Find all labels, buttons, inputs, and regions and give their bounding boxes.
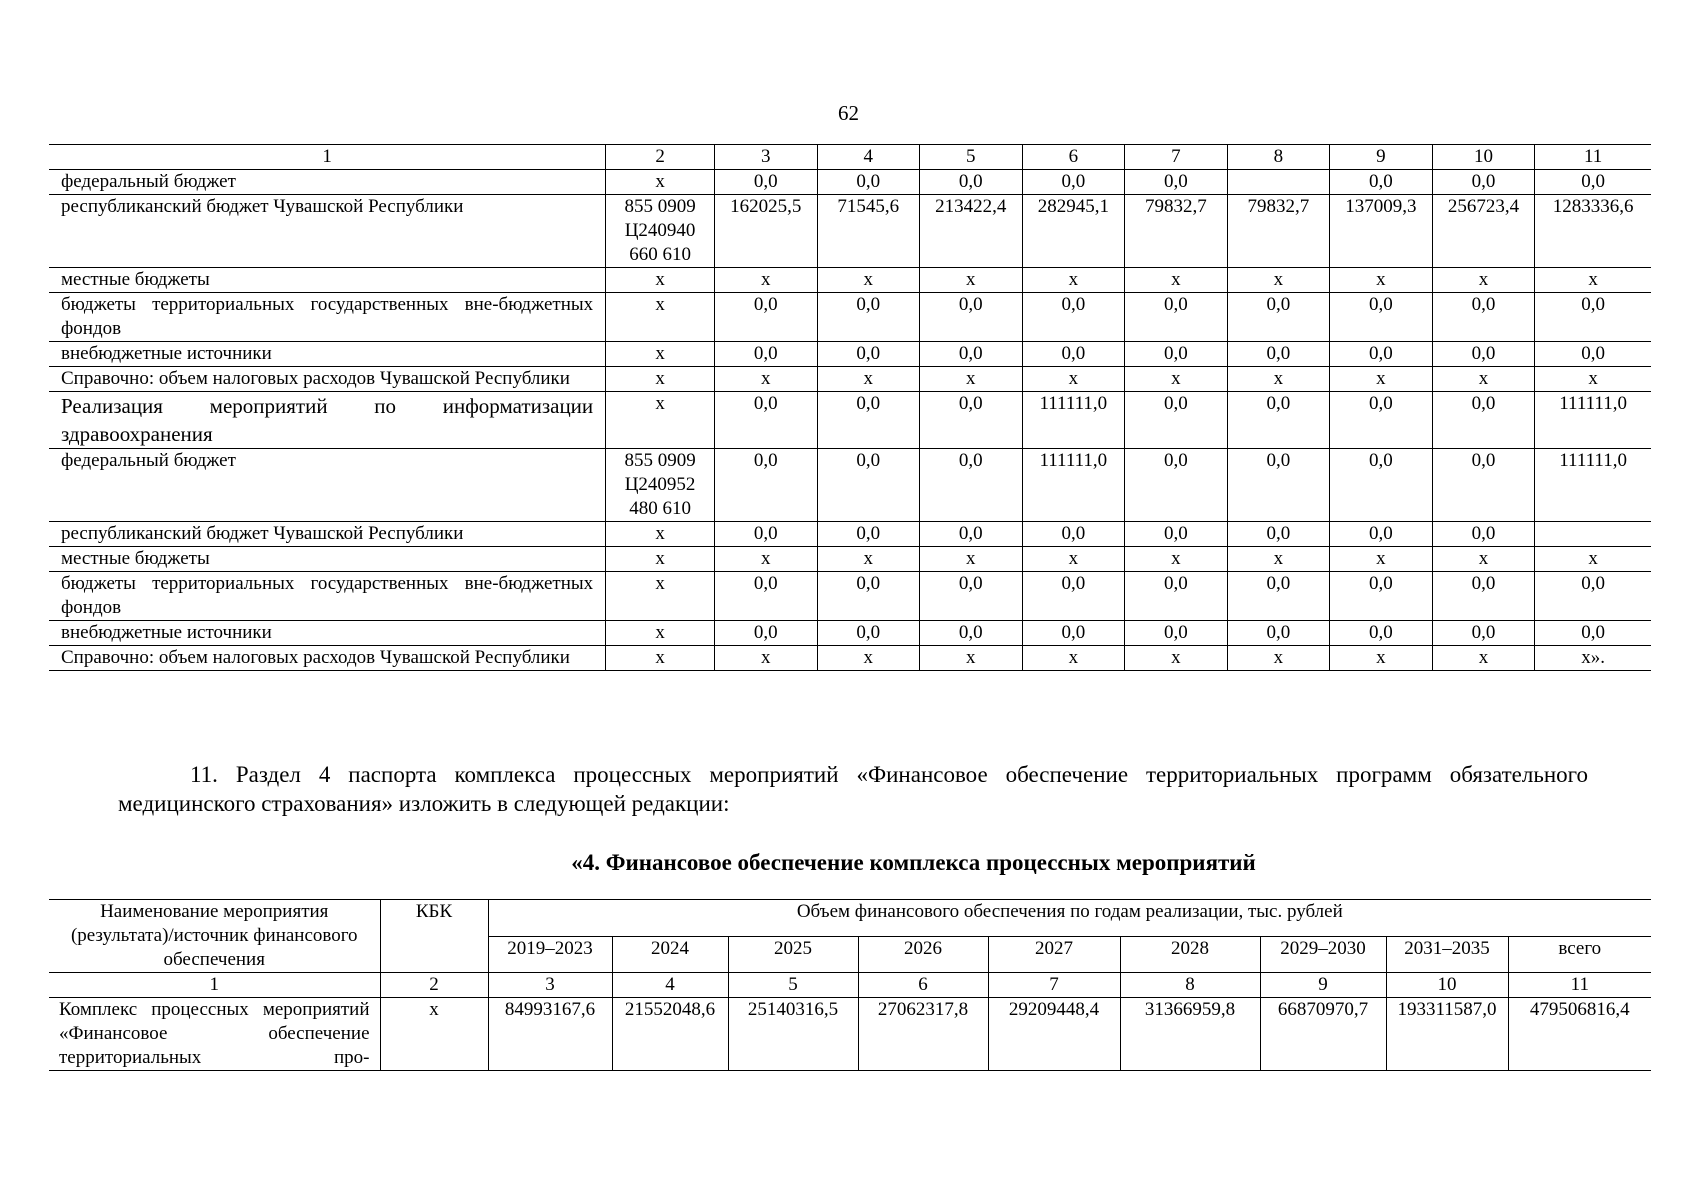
- value-cell: 0,0: [1227, 342, 1330, 367]
- value-cell: 79832,7: [1125, 195, 1228, 268]
- value-cell: х: [920, 646, 1023, 671]
- value-cell: 84993167,6: [488, 998, 612, 1071]
- value-cell: 66870970,7: [1260, 998, 1386, 1071]
- column-number-cell: 3: [488, 973, 612, 998]
- value-cell: 0,0: [1125, 293, 1228, 342]
- value-cell: 0,0: [1535, 293, 1651, 342]
- value-cell: 0,0: [1330, 342, 1433, 367]
- year-header-cell: 2028: [1120, 936, 1260, 973]
- section-heading: «4. Финансовое обеспечение комплекса процессных мероприятий: [571, 850, 1256, 875]
- value-cell: х: [714, 367, 817, 392]
- row-name-cell: бюджеты территориальных государственных вне-бюджетных фондов: [49, 293, 606, 342]
- row-name-cell: Комплекс процессных мероприятий «Финансовое обеспечение территориальных про-: [49, 998, 380, 1071]
- row-name-cell: местные бюджеты: [49, 547, 606, 572]
- value-cell: 213422,4: [920, 195, 1023, 268]
- value-cell: 0,0: [920, 522, 1023, 547]
- value-cell: 0,0: [817, 392, 920, 449]
- amendment-paragraph: 11. Раздел 4 паспорта комплекса процессных мероприятий «Финансовое обеспечение территориальных программ обязательного медицинского страхования» изложить в следующей редакции:: [118, 762, 1588, 816]
- value-cell: 31366959,8: [1120, 998, 1260, 1071]
- row-name-cell: местные бюджеты: [49, 268, 606, 293]
- value-cell: 0,0: [1227, 293, 1330, 342]
- value-cell: 25140316,5: [728, 998, 858, 1071]
- column-number-cell: 4: [817, 145, 920, 170]
- value-cell: 0,0: [1125, 572, 1228, 621]
- value-cell: х: [1432, 367, 1535, 392]
- row-name-cell: Реализация мероприятий по информатизации здравоохранения: [49, 392, 606, 449]
- year-header-cell: 2031–2035: [1386, 936, 1508, 973]
- value-cell: х: [1125, 268, 1228, 293]
- value-cell: 0,0: [1125, 449, 1228, 522]
- value-cell: 27062317,8: [858, 998, 988, 1071]
- value-cell: х».: [1535, 646, 1651, 671]
- column-number-cell: 7: [1125, 145, 1228, 170]
- table-header-row: [49, 145, 1651, 170]
- value-cell: 162025,5: [714, 195, 817, 268]
- value-cell: 0,0: [1535, 572, 1651, 621]
- column-number-cell: 7: [988, 973, 1120, 998]
- value-cell: х: [1022, 367, 1125, 392]
- value-cell: 0,0: [920, 170, 1023, 195]
- value-cell: 0,0: [1022, 293, 1125, 342]
- value-cell: 0,0: [714, 522, 817, 547]
- value-cell: 0,0: [714, 170, 817, 195]
- value-cell: 0,0: [1125, 170, 1228, 195]
- value-cell: х: [1227, 547, 1330, 572]
- kbk-cell: х: [606, 572, 715, 621]
- value-cell: 0,0: [1432, 293, 1535, 342]
- row-name-cell: федеральный бюджет: [49, 449, 606, 522]
- header-volume-group: Объем финансового обеспечения по годам реализации, тыс. рублей: [488, 900, 1651, 937]
- value-cell: 256723,4: [1432, 195, 1535, 268]
- value-cell: х: [714, 646, 817, 671]
- value-cell: х: [1227, 646, 1330, 671]
- value-cell: 0,0: [817, 621, 920, 646]
- value-cell: х: [1022, 646, 1125, 671]
- value-cell: х: [1125, 547, 1228, 572]
- value-cell: 0,0: [1432, 522, 1535, 547]
- value-cell: 0,0: [1330, 449, 1433, 522]
- value-cell: 0,0: [1432, 342, 1535, 367]
- value-cell: 0,0: [1330, 293, 1433, 342]
- table-row: [49, 572, 1651, 621]
- value-cell: 0,0: [920, 449, 1023, 522]
- value-cell: х: [817, 367, 920, 392]
- table-row: [49, 449, 1651, 522]
- year-header-cell: 2025: [728, 936, 858, 973]
- value-cell: 0,0: [1535, 342, 1651, 367]
- financing-table: [49, 899, 1651, 1071]
- value-cell: 0,0: [1330, 621, 1433, 646]
- column-number-cell: 1: [49, 973, 380, 998]
- value-cell: х: [1432, 646, 1535, 671]
- year-header-cell: 2019–2023: [488, 936, 612, 973]
- table-row: [49, 268, 1651, 293]
- value-cell: 0,0: [1022, 170, 1125, 195]
- value-cell: х: [920, 367, 1023, 392]
- value-cell: [1227, 170, 1330, 195]
- value-cell: 0,0: [1330, 572, 1433, 621]
- kbk-cell: х: [606, 522, 715, 547]
- table-row: [49, 293, 1651, 342]
- value-cell: 193311587,0: [1386, 998, 1508, 1071]
- kbk-cell: 855 0909 Ц240940 660 610: [606, 195, 715, 268]
- value-cell: х: [1022, 547, 1125, 572]
- value-cell: 0,0: [714, 572, 817, 621]
- value-cell: 0,0: [1432, 449, 1535, 522]
- value-cell: 0,0: [817, 522, 920, 547]
- value-cell: 0,0: [1125, 522, 1228, 547]
- table-row: [49, 367, 1651, 392]
- kbk-cell: х: [606, 293, 715, 342]
- value-cell: 0,0: [1227, 621, 1330, 646]
- value-cell: х: [1022, 268, 1125, 293]
- value-cell: 21552048,6: [612, 998, 728, 1071]
- kbk-cell: 855 0909 Ц240952 480 610: [606, 449, 715, 522]
- kbk-cell: х: [606, 170, 715, 195]
- kbk-cell: х: [606, 367, 715, 392]
- table-row: [49, 621, 1651, 646]
- value-cell: х: [1227, 367, 1330, 392]
- value-cell: 0,0: [1022, 522, 1125, 547]
- value-cell: 0,0: [817, 342, 920, 367]
- table-row: [49, 646, 1651, 671]
- value-cell: 111111,0: [1022, 392, 1125, 449]
- year-header-cell: 2027: [988, 936, 1120, 973]
- value-cell: х: [1330, 268, 1433, 293]
- value-cell: 0,0: [1432, 170, 1535, 195]
- header-kbk: КБК: [380, 900, 488, 973]
- header-name: Наименование мероприятия (результата)/источник финансового обеспечения: [49, 900, 380, 973]
- column-number-cell: 10: [1386, 973, 1508, 998]
- value-cell: 0,0: [1535, 621, 1651, 646]
- value-cell: х: [1227, 268, 1330, 293]
- value-cell: 0,0: [714, 342, 817, 367]
- value-cell: х: [1535, 268, 1651, 293]
- value-cell: 0,0: [1330, 170, 1433, 195]
- value-cell: 0,0: [1125, 342, 1228, 367]
- value-cell: х: [1432, 268, 1535, 293]
- value-cell: х: [817, 547, 920, 572]
- column-number-cell: 5: [920, 145, 1023, 170]
- row-name-cell: Справочно: объем налоговых расходов Чувашской Республики: [49, 646, 606, 671]
- value-cell: 0,0: [817, 170, 920, 195]
- value-cell: 0,0: [1125, 621, 1228, 646]
- page-number: 62: [838, 101, 859, 125]
- column-number-cell: 6: [858, 973, 988, 998]
- value-cell: х: [817, 646, 920, 671]
- row-name-cell: федеральный бюджет: [49, 170, 606, 195]
- value-cell: х: [1125, 367, 1228, 392]
- column-number-cell: 8: [1227, 145, 1330, 170]
- value-cell: 0,0: [1125, 392, 1228, 449]
- kbk-cell: х: [606, 547, 715, 572]
- value-cell: х: [1330, 367, 1433, 392]
- kbk-cell: х: [606, 621, 715, 646]
- value-cell: 0,0: [1432, 392, 1535, 449]
- column-number-cell: 8: [1120, 973, 1260, 998]
- year-header-cell: 2029–2030: [1260, 936, 1386, 973]
- value-cell: 111111,0: [1535, 392, 1651, 449]
- column-number-cell: 4: [612, 973, 728, 998]
- value-cell: х: [1330, 547, 1433, 572]
- value-cell: 111111,0: [1535, 449, 1651, 522]
- column-number-cell: 2: [606, 145, 715, 170]
- row-name-cell: Справочно: объем налоговых расходов Чувашской Республики: [49, 367, 606, 392]
- year-header-cell: 2026: [858, 936, 988, 973]
- value-cell: 0,0: [817, 293, 920, 342]
- value-cell: х: [1535, 547, 1651, 572]
- value-cell: х: [714, 268, 817, 293]
- value-cell: 0,0: [714, 449, 817, 522]
- value-cell: 71545,6: [817, 195, 920, 268]
- value-cell: 0,0: [1330, 522, 1433, 547]
- value-cell: х: [920, 547, 1023, 572]
- value-cell: 137009,3: [1330, 195, 1433, 268]
- table-row: [49, 522, 1651, 547]
- value-cell: х: [1125, 646, 1228, 671]
- column-number-cell: 1: [49, 145, 606, 170]
- kbk-cell: х: [606, 268, 715, 293]
- value-cell: 0,0: [1227, 449, 1330, 522]
- value-cell: 0,0: [1022, 621, 1125, 646]
- column-number-cell: 2: [380, 973, 488, 998]
- value-cell: х: [920, 268, 1023, 293]
- budget-table-continuation: [49, 144, 1651, 671]
- kbk-cell: х: [380, 998, 488, 1071]
- value-cell: х: [714, 547, 817, 572]
- value-cell: 0,0: [920, 572, 1023, 621]
- column-number-cell: 9: [1260, 973, 1386, 998]
- kbk-cell: х: [606, 646, 715, 671]
- value-cell: 0,0: [920, 342, 1023, 367]
- value-cell: 0,0: [1227, 392, 1330, 449]
- value-cell: х: [1535, 367, 1651, 392]
- value-cell: 0,0: [920, 621, 1023, 646]
- table-row: [49, 392, 1651, 449]
- kbk-cell: х: [606, 392, 715, 449]
- column-number-cell: 11: [1535, 145, 1651, 170]
- value-cell: 0,0: [1022, 342, 1125, 367]
- column-number-cell: 10: [1432, 145, 1535, 170]
- value-cell: 1283336,6: [1535, 195, 1651, 268]
- value-cell: х: [1330, 646, 1433, 671]
- value-cell: х: [1432, 547, 1535, 572]
- kbk-cell: х: [606, 342, 715, 367]
- value-cell: 0,0: [1535, 170, 1651, 195]
- value-cell: 0,0: [1227, 522, 1330, 547]
- value-cell: 0,0: [714, 392, 817, 449]
- table-row: [49, 342, 1651, 367]
- column-number-cell: 5: [728, 973, 858, 998]
- value-cell: 0,0: [817, 572, 920, 621]
- value-cell: 0,0: [817, 449, 920, 522]
- table-row: [49, 195, 1651, 268]
- value-cell: 79832,7: [1227, 195, 1330, 268]
- year-header-cell: всего: [1508, 936, 1651, 973]
- table-row: [49, 170, 1651, 195]
- value-cell: 0,0: [1330, 392, 1433, 449]
- row-name-cell: внебюджетные источники: [49, 621, 606, 646]
- column-number-cell: 9: [1330, 145, 1433, 170]
- value-cell: 29209448,4: [988, 998, 1120, 1071]
- column-number-cell: 11: [1508, 973, 1651, 998]
- value-cell: 0,0: [714, 621, 817, 646]
- value-cell: 0,0: [1227, 572, 1330, 621]
- row-name-cell: республиканский бюджет Чувашской Республики: [49, 522, 606, 547]
- value-cell: 0,0: [1432, 621, 1535, 646]
- value-cell: 111111,0: [1022, 449, 1125, 522]
- value-cell: 0,0: [1022, 572, 1125, 621]
- column-number-cell: 3: [714, 145, 817, 170]
- column-number-cell: 6: [1022, 145, 1125, 170]
- row-name-cell: республиканский бюджет Чувашской Республики: [49, 195, 606, 268]
- value-cell: [1535, 522, 1651, 547]
- value-cell: х: [817, 268, 920, 293]
- value-cell: 0,0: [920, 392, 1023, 449]
- year-header-cell: 2024: [612, 936, 728, 973]
- row-name-cell: внебюджетные источники: [49, 342, 606, 367]
- table-row: [49, 547, 1651, 572]
- row-name-cell: бюджеты территориальных государственных вне-бюджетных фондов: [49, 572, 606, 621]
- value-cell: 0,0: [920, 293, 1023, 342]
- value-cell: 0,0: [714, 293, 817, 342]
- value-cell: 0,0: [1432, 572, 1535, 621]
- value-cell: 282945,1: [1022, 195, 1125, 268]
- value-cell: 479506816,4: [1508, 998, 1651, 1071]
